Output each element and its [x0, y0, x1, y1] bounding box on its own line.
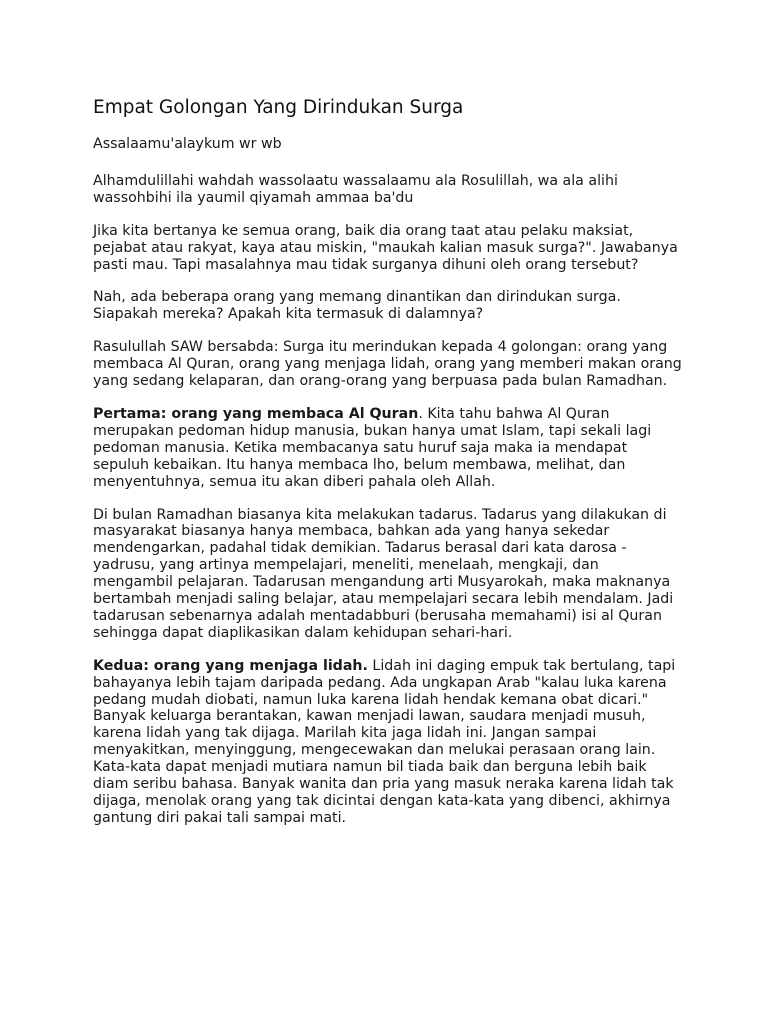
document-page: [93, 96, 683, 843]
paragraph-text: Rasulullah SAW bersabda: Surga itu merindukan kepada 4 golongan: orang yang membaca Al Quran, orang yang menjaga lidah, orang yang memberi makan orang yang sedang kelaparan, dan orang-orang yang berpuasa pada bulan Ramadhan.: [93, 339, 682, 390]
document-title: Empat Golongan Yang Dirindukan Surga: [93, 97, 464, 118]
paragraph-text: Alhamdulillahi wahdah wassolaatu wassalaamu ala Rosulillah, wa ala alihi wassohbihi ila yaumil qiyamah ammaa ba'du: [93, 172, 618, 206]
intro-paragraph: [93, 289, 683, 323]
paragraph-text: Di bulan Ramadhan biasanya kita melakukan tadarus. Tadarus yang dilakukan di masyarakat biasanya hanya membaca, bahkan ada yang hanya sekedar mendengarkan, padahal tidak demikian. Tadarus berasal dari kata darosa - yadrusu, yang artinya mempelajari, meneliti, menelaah, mengkaji, dan mengambil pelajaran. Tadarusan mengandung arti Musyarokah, maka maknanya bertambah menjadi saling belajar, atau mempelajari secara lebih mendalam. Jadi tadarusan sebenarnya adalah mentadabburi (berusaha memahami) isi al Quran sehingga dapat diaplikasikan dalam kehidupan sehari-hari.: [93, 506, 674, 641]
paragraph-text: Nah, ada beberapa orang yang memang dinantikan dan dirindukan surga. Siapakah mereka? Apakah kita termasuk di dalamnya?: [93, 289, 621, 323]
first-group-paragraph: [93, 406, 683, 491]
paragraph-text: . Kita tahu bahwa Al Quran merupakan pedoman hidup manusia, bukan hanya umat Islam, tapi sekali lagi pedoman manusia. Ketika membacanya satu huruf saja maka ia mendapat sepuluh kebaikan. Itu hanya membaca lho, belum membawa, melihat, dan menyentuhnya, semua itu akan diberi pahala oleh Allah.: [93, 405, 652, 490]
hadith-paragraph: [93, 339, 683, 390]
paragraph-lead-heading: Pertama: orang yang membaca Al Quran: [93, 405, 419, 422]
paragraph-lead-heading: Kedua: orang yang menjaga lidah.: [93, 657, 368, 674]
tadarus-paragraph: [93, 507, 683, 642]
paragraph-text: Jika kita bertanya ke semua orang, baik dia orang taat atau pelaku maksiat, pejabat atau rakyat, kaya atau miskin, "maukah kalian masuk surga?". Jawabanya pasti mau. Tapi masalahnya mau tidak surganya dihuni oleh orang tersebut?: [93, 222, 678, 273]
greeting-paragraph: Assalaamu'alaykum wr wb: [93, 136, 282, 152]
second-group-paragraph: [93, 658, 683, 827]
opening-paragraph: [93, 173, 683, 207]
paragraph-text: Lidah ini daging empuk tak bertulang, tapi bahayanya lebih tajam daripada pedang. Ada ungkapan Arab "kalau luka karena pedang mudah diobati, namun luka karena lidah hendak kemana obat dicari." Banyak keluarga berantakan, kawan menjadi lawan, saudara menjadi musuh, karena lidah yang tak dijaga. Marilah kita jaga lidah ini. Jangan sampai menyakitkan, menyinggung, mengecewakan dan melukai perasaan orang lain. Kata-kata dapat menjadi mutiara namun bil tiada baik dan berguna lebih baik diam seribu bahasa. Banyak wanita dan pria yang masuk neraka karena lidah tak dijaga, menolak orang yang tak dicintai dengan kata-kata yang dibenci, akhirnya gantung diri pakai tali sampai mati.: [93, 657, 676, 826]
question-paragraph: [93, 223, 683, 274]
